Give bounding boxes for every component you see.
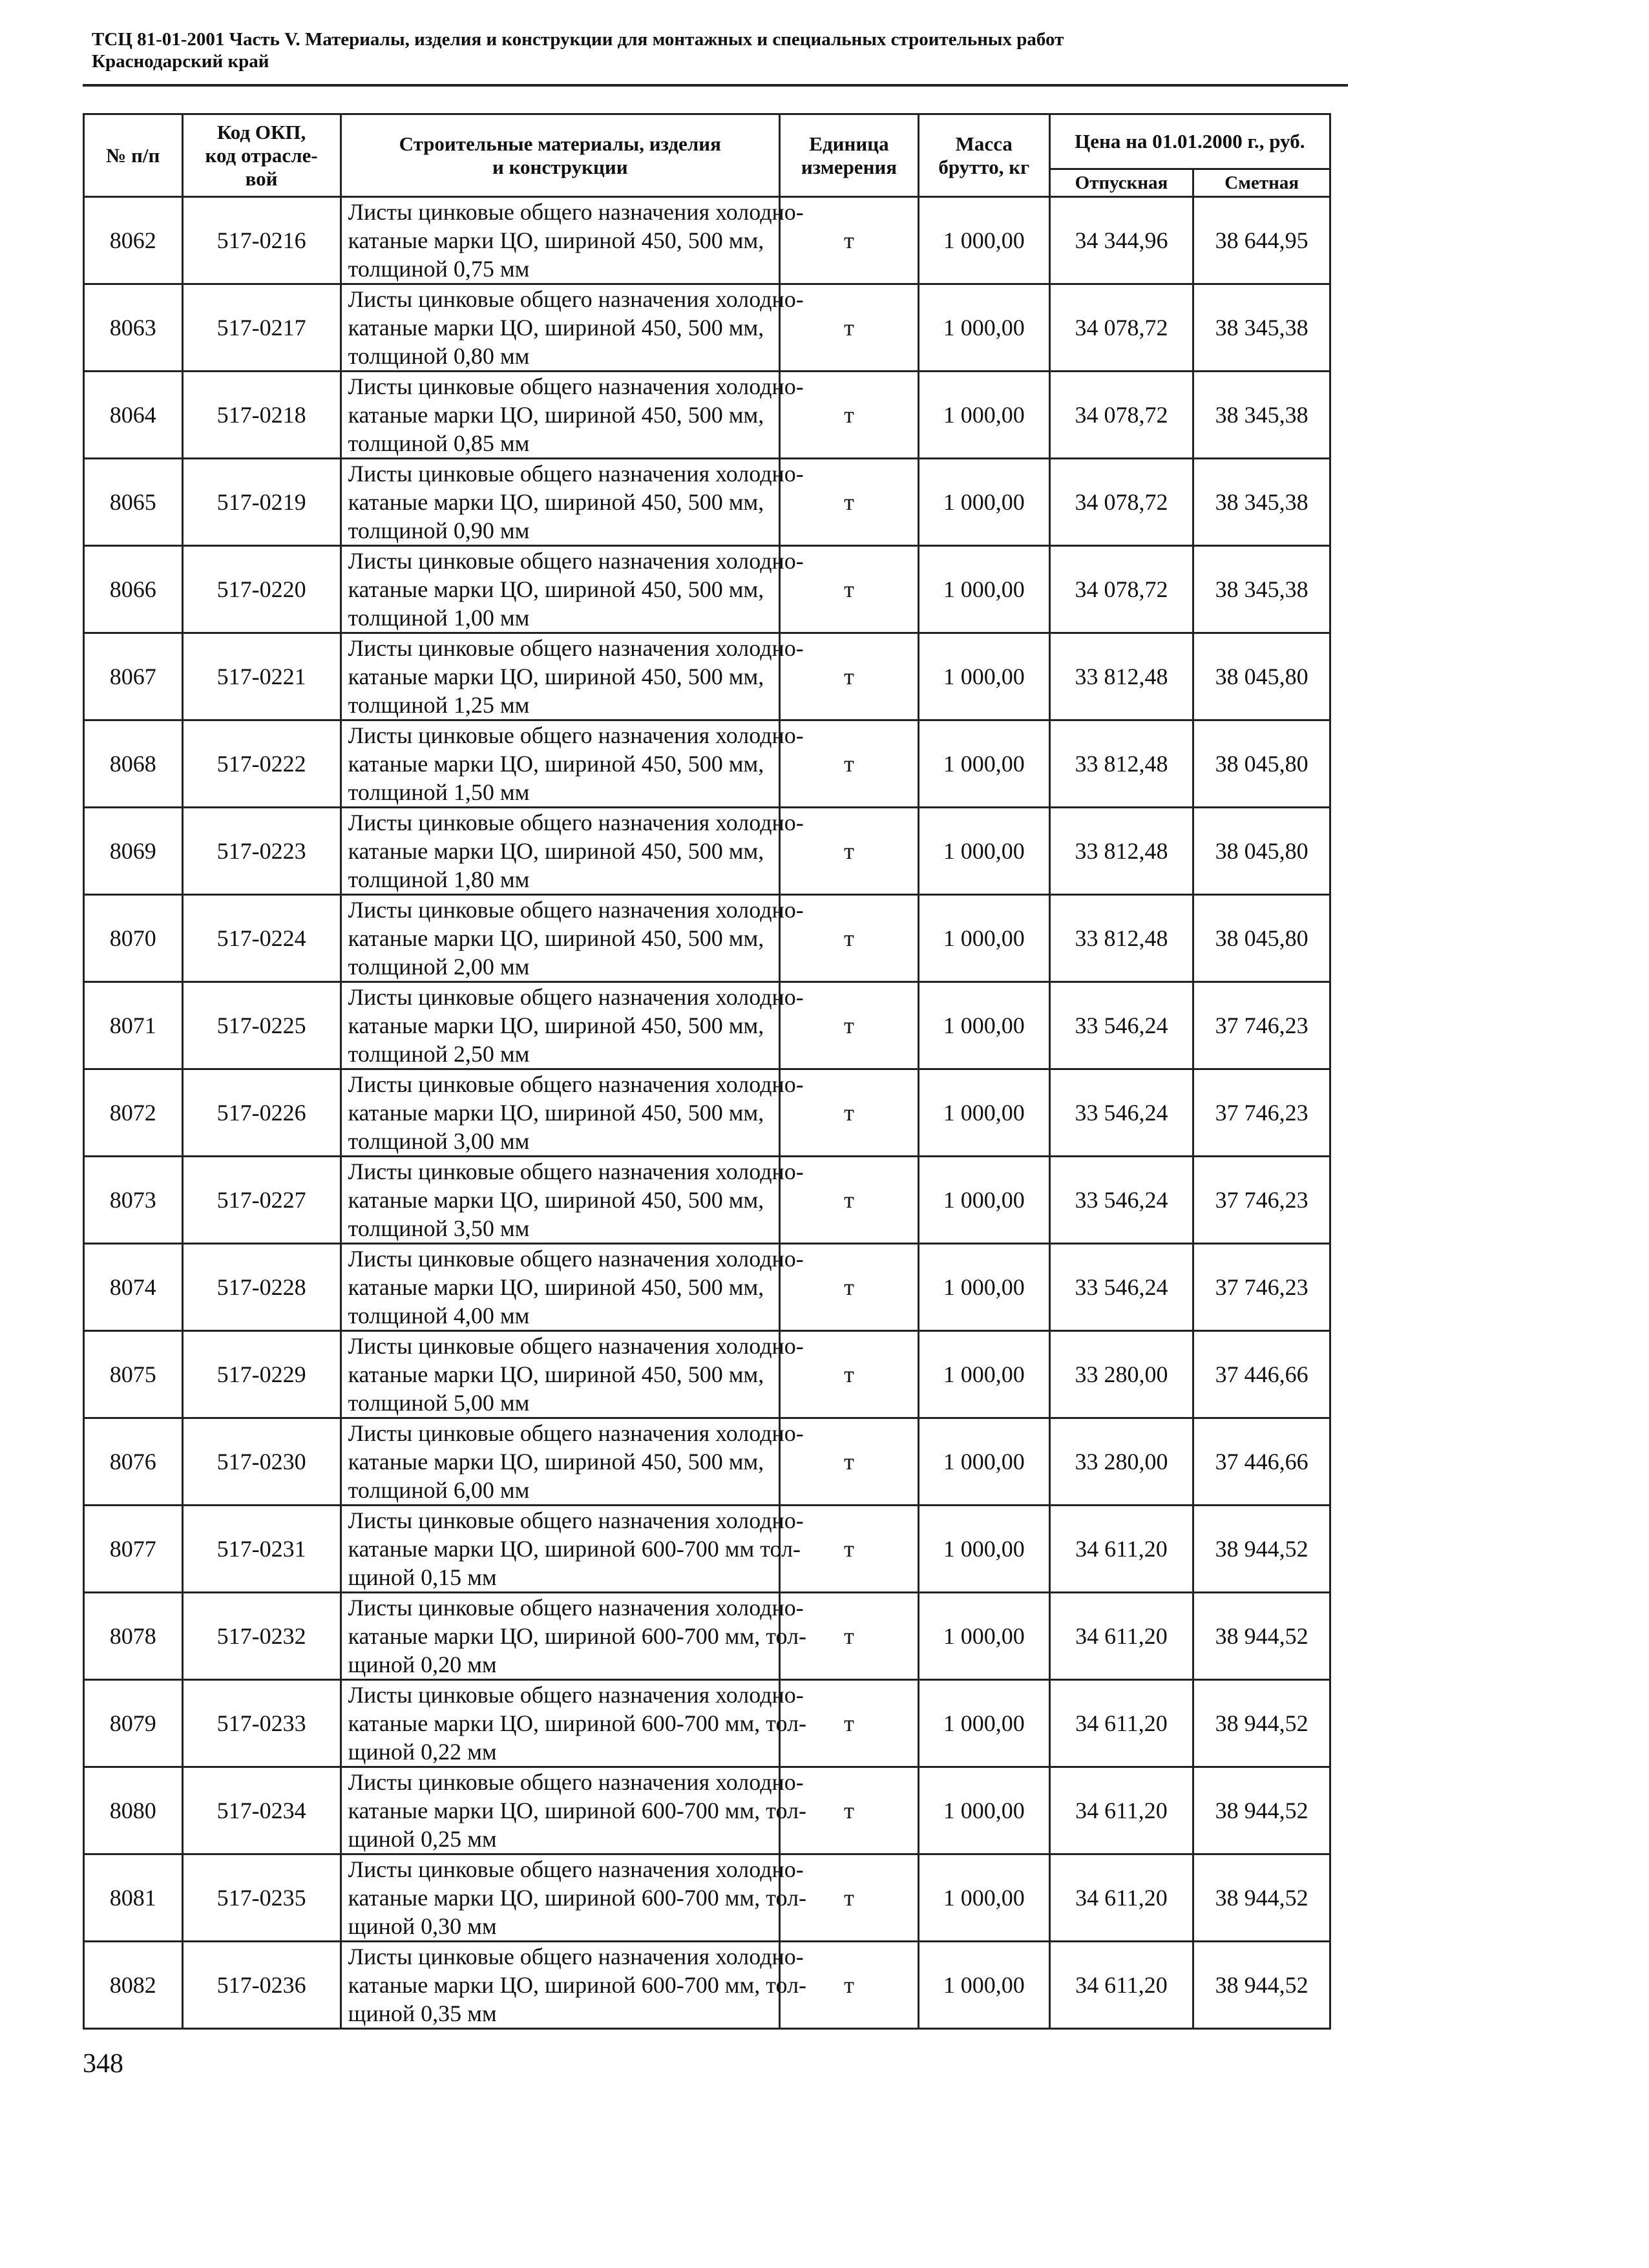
row-description <box>341 1942 807 2029</box>
table-row <box>84 1069 1330 1157</box>
row-description-line: Листы цинковые общего назначения холодно- <box>348 286 804 312</box>
row-number: 8066 <box>84 546 183 633</box>
row-mass: 1 000,00 <box>918 633 1049 720</box>
col-header-name: Строительные материалы, изделия и конструкции <box>341 114 779 197</box>
row-description-line: толщиной 2,50 мм <box>348 1041 530 1067</box>
row-description <box>341 1767 807 1854</box>
row-code: 517-0219 <box>182 459 341 546</box>
row-description-line: толщиной 5,00 мм <box>348 1390 530 1416</box>
row-number: 8073 <box>84 1157 183 1244</box>
row-price-release: 33 280,00 <box>1049 1418 1193 1506</box>
row-description-line: толщиной 1,80 мм <box>348 866 530 892</box>
row-description <box>341 546 804 633</box>
row-number: 8074 <box>84 1244 183 1331</box>
row-description-line: Листы цинковые общего назначения холодно- <box>348 1159 804 1184</box>
row-code: 517-0221 <box>182 633 341 720</box>
row-price-estimate: 37 446,66 <box>1193 1331 1330 1418</box>
row-number: 8081 <box>84 1854 183 1942</box>
row-price-release: 33 812,48 <box>1049 720 1193 808</box>
col-header-unit: Единица измерения <box>779 114 918 197</box>
row-description-line: катаные марки ЦО, шириной 450, 500 мм, <box>348 1361 764 1387</box>
row-price-estimate: 38 045,80 <box>1193 808 1330 895</box>
row-description-line: Листы цинковые общего назначения холодно- <box>348 1856 804 1882</box>
row-price-estimate: 38 944,52 <box>1193 1506 1330 1593</box>
row-unit: т <box>779 284 918 372</box>
row-description-line: катаные марки ЦО, шириной 450, 500 мм, <box>348 664 764 689</box>
table-row <box>84 1854 1330 1942</box>
row-price-release: 33 546,24 <box>1049 1157 1193 1244</box>
row-description <box>341 1418 804 1506</box>
row-description-line: толщиной 1,00 мм <box>348 605 530 631</box>
row-code: 517-0232 <box>182 1593 341 1680</box>
row-description-line: Листы цинковые общего назначения холодно- <box>348 1071 804 1097</box>
row-number: 8080 <box>84 1767 183 1854</box>
row-price-estimate: 38 045,80 <box>1193 633 1330 720</box>
row-mass: 1 000,00 <box>918 895 1049 982</box>
row-mass: 1 000,00 <box>918 808 1049 895</box>
row-description-line: Листы цинковые общего назначения холодно- <box>348 1595 804 1621</box>
row-code: 517-0230 <box>182 1418 341 1506</box>
table-row <box>84 982 1330 1069</box>
table-row <box>84 546 1330 633</box>
row-number: 8070 <box>84 895 183 982</box>
row-description-line: толщиной 1,25 мм <box>348 692 530 718</box>
row-description-line: катаные марки ЦО, шириной 450, 500 мм, <box>348 1100 764 1126</box>
row-price-estimate: 38 345,38 <box>1193 284 1330 372</box>
row-number: 8078 <box>84 1593 183 1680</box>
row-mass: 1 000,00 <box>918 1506 1049 1593</box>
row-description-line: толщиной 6,00 мм <box>348 1477 530 1503</box>
row-code: 517-0224 <box>182 895 341 982</box>
row-number: 8067 <box>84 633 183 720</box>
table-row <box>84 808 1330 895</box>
row-mass: 1 000,00 <box>918 1854 1049 1942</box>
table-row <box>84 1942 1330 2029</box>
row-description-line: толщиной 0,80 мм <box>348 343 530 369</box>
row-unit: т <box>779 633 918 720</box>
row-description <box>341 1157 804 1244</box>
row-unit: т <box>779 459 918 546</box>
row-description-line: Листы цинковые общего назначения холодно- <box>348 984 804 1010</box>
row-price-release: 34 611,20 <box>1049 1506 1193 1593</box>
row-number: 8077 <box>84 1506 183 1593</box>
col-header-price-estimate: Сметная <box>1193 169 1330 197</box>
running-header <box>92 28 1345 72</box>
row-code: 517-0233 <box>182 1680 341 1767</box>
row-description-line: катаные марки ЦО, шириной 450, 500 мм, <box>348 489 764 515</box>
row-mass: 1 000,00 <box>918 1157 1049 1244</box>
row-description <box>341 1680 807 1767</box>
row-mass: 1 000,00 <box>918 1244 1049 1331</box>
table-row <box>84 1244 1330 1331</box>
row-code: 517-0218 <box>182 372 341 459</box>
row-description <box>341 633 804 720</box>
col-header-price-group: Цена на 01.01.2000 г., руб. <box>1049 114 1330 169</box>
row-price-estimate: 37 746,23 <box>1193 982 1330 1069</box>
row-price-estimate: 38 944,52 <box>1193 1942 1330 2029</box>
row-description-line: катаные марки ЦО, шириной 450, 500 мм, <box>348 1013 764 1038</box>
row-description <box>341 372 804 459</box>
row-description-line: щиной 0,15 мм <box>348 1564 497 1590</box>
row-mass: 1 000,00 <box>918 197 1049 284</box>
row-mass: 1 000,00 <box>918 546 1049 633</box>
row-code: 517-0216 <box>182 197 341 284</box>
row-description-line: катаные марки ЦО, шириной 450, 500 мм, <box>348 1274 764 1300</box>
row-description-line: катаные марки ЦО, шириной 600-700 мм тол- <box>348 1536 801 1562</box>
row-price-release: 33 812,48 <box>1049 808 1193 895</box>
row-description <box>341 982 804 1069</box>
row-unit: т <box>779 1767 918 1854</box>
row-code: 517-0220 <box>182 546 341 633</box>
row-number: 8075 <box>84 1331 183 1418</box>
row-description <box>341 1244 804 1331</box>
row-description <box>341 1506 804 1593</box>
row-price-release: 34 078,72 <box>1049 546 1193 633</box>
row-price-estimate: 37 746,23 <box>1193 1157 1330 1244</box>
row-code: 517-0229 <box>182 1331 341 1418</box>
row-mass: 1 000,00 <box>918 982 1049 1069</box>
row-description <box>341 1069 804 1157</box>
row-price-estimate: 38 944,52 <box>1193 1680 1330 1767</box>
row-mass: 1 000,00 <box>918 1593 1049 1680</box>
row-unit: т <box>779 197 918 284</box>
materials-price-table <box>83 113 1331 2030</box>
row-code: 517-0226 <box>182 1069 341 1157</box>
row-unit: т <box>779 1331 918 1418</box>
row-number: 8072 <box>84 1069 183 1157</box>
row-description-line: Листы цинковые общего назначения холодно- <box>348 373 804 399</box>
row-price-estimate: 38 944,52 <box>1193 1767 1330 1854</box>
row-price-release: 33 280,00 <box>1049 1331 1193 1418</box>
row-description-line: щиной 0,25 мм <box>348 1826 497 1852</box>
row-description-line: Листы цинковые общего назначения холодно- <box>348 1769 804 1795</box>
row-price-release: 34 611,20 <box>1049 1680 1193 1767</box>
row-description-line: катаные марки ЦО, шириной 600-700 мм, тол- <box>348 1798 807 1823</box>
row-description-line: Листы цинковые общего назначения холодно- <box>348 1420 804 1446</box>
row-description-line: катаные марки ЦО, шириной 450, 500 мм, <box>348 1449 764 1475</box>
row-description-line: катаные марки ЦО, шириной 450, 500 мм, <box>348 1187 764 1213</box>
row-description-line: Листы цинковые общего назначения холодно- <box>348 461 804 487</box>
row-price-estimate: 38 944,52 <box>1193 1593 1330 1680</box>
row-mass: 1 000,00 <box>918 1069 1049 1157</box>
row-unit: т <box>779 1854 918 1942</box>
row-number: 8068 <box>84 720 183 808</box>
row-code: 517-0234 <box>182 1767 341 1854</box>
row-description-line: толщиной 2,00 мм <box>348 954 530 980</box>
row-description <box>341 197 804 284</box>
row-price-estimate: 37 746,23 <box>1193 1244 1330 1331</box>
row-number: 8065 <box>84 459 183 546</box>
row-description-line: Листы цинковые общего назначения холодно- <box>348 722 804 748</box>
row-description-line: катаные марки ЦО, шириной 450, 500 мм, <box>348 227 764 253</box>
row-price-estimate: 38 045,80 <box>1193 895 1330 982</box>
row-price-release: 34 078,72 <box>1049 372 1193 459</box>
row-price-release: 33 546,24 <box>1049 982 1193 1069</box>
row-unit: т <box>779 808 918 895</box>
header-rule <box>83 84 1348 87</box>
row-code: 517-0228 <box>182 1244 341 1331</box>
header-title: ТСЦ 81-01-2001 Часть V. Материалы, изделия и конструкции для монтажных и специальных строительных работ <box>92 29 1064 50</box>
row-price-estimate: 38 944,52 <box>1193 1854 1330 1942</box>
row-description-line: щиной 0,20 мм <box>348 1652 497 1677</box>
row-code: 517-0222 <box>182 720 341 808</box>
row-code: 517-0225 <box>182 982 341 1069</box>
row-description-line: катаные марки ЦО, шириной 600-700 мм, тол- <box>348 1710 807 1736</box>
row-description-line: катаные марки ЦО, шириной 600-700 мм, тол- <box>348 1972 807 1998</box>
row-unit: т <box>779 895 918 982</box>
row-description <box>341 459 804 546</box>
row-description-line: катаные марки ЦО, шириной 450, 500 мм, <box>348 751 764 777</box>
row-code: 517-0217 <box>182 284 341 372</box>
row-price-estimate: 38 345,38 <box>1193 546 1330 633</box>
table-row <box>84 1331 1330 1418</box>
row-number: 8062 <box>84 197 183 284</box>
row-mass: 1 000,00 <box>918 1680 1049 1767</box>
row-number: 8063 <box>84 284 183 372</box>
row-number: 8071 <box>84 982 183 1069</box>
row-price-release: 33 812,48 <box>1049 633 1193 720</box>
row-price-estimate: 37 746,23 <box>1193 1069 1330 1157</box>
row-description <box>341 895 804 982</box>
table-row <box>84 1593 1330 1680</box>
row-code: 517-0223 <box>182 808 341 895</box>
row-mass: 1 000,00 <box>918 372 1049 459</box>
row-description-line: толщиной 0,75 мм <box>348 256 530 282</box>
row-price-release: 33 812,48 <box>1049 895 1193 982</box>
row-code: 517-0227 <box>182 1157 341 1244</box>
row-mass: 1 000,00 <box>918 720 1049 808</box>
row-description-line: катаные марки ЦО, шириной 450, 500 мм, <box>348 315 764 341</box>
row-description-line: катаные марки ЦО, шириной 450, 500 мм, <box>348 576 764 602</box>
row-number: 8082 <box>84 1942 183 2029</box>
row-price-release: 34 078,72 <box>1049 284 1193 372</box>
row-description-line: Листы цинковые общего назначения холодно- <box>348 199 804 225</box>
row-description-line: Листы цинковые общего назначения холодно- <box>348 1944 804 1969</box>
row-mass: 1 000,00 <box>918 284 1049 372</box>
table-row <box>84 197 1330 284</box>
row-unit: т <box>779 720 918 808</box>
row-description-line: Листы цинковые общего назначения холодно- <box>348 897 804 923</box>
table-row <box>84 1767 1330 1854</box>
row-description-line: Листы цинковые общего назначения холодно- <box>348 810 804 835</box>
row-mass: 1 000,00 <box>918 459 1049 546</box>
row-price-release: 34 078,72 <box>1049 459 1193 546</box>
row-description-line: катаные марки ЦО, шириной 450, 500 мм, <box>348 402 764 428</box>
table-row <box>84 720 1330 808</box>
row-description <box>341 284 804 372</box>
row-price-estimate: 37 446,66 <box>1193 1418 1330 1506</box>
table-row <box>84 1418 1330 1506</box>
row-description-line: Листы цинковые общего назначения холодно- <box>348 635 804 661</box>
row-price-estimate: 38 045,80 <box>1193 720 1330 808</box>
row-description <box>341 808 804 895</box>
row-description-line: Листы цинковые общего назначения холодно- <box>348 1333 804 1359</box>
row-price-release: 34 611,20 <box>1049 1593 1193 1680</box>
col-header-mass: Масса брутто, кг <box>918 114 1049 197</box>
row-price-release: 34 611,20 <box>1049 1942 1193 2029</box>
row-number: 8064 <box>84 372 183 459</box>
row-mass: 1 000,00 <box>918 1942 1049 2029</box>
row-unit: т <box>779 546 918 633</box>
row-code: 517-0231 <box>182 1506 341 1593</box>
row-price-release: 34 611,20 <box>1049 1854 1193 1942</box>
row-description <box>341 1331 804 1418</box>
row-unit: т <box>779 1942 918 2029</box>
row-number: 8069 <box>84 808 183 895</box>
row-price-release: 33 546,24 <box>1049 1069 1193 1157</box>
row-mass: 1 000,00 <box>918 1418 1049 1506</box>
row-description <box>341 720 804 808</box>
row-unit: т <box>779 372 918 459</box>
col-header-code: Код ОКП, код отрасле- вой <box>182 114 341 197</box>
col-header-price-release: Отпускная <box>1049 169 1193 197</box>
table-row <box>84 633 1330 720</box>
row-description-line: щиной 0,22 мм <box>348 1739 497 1765</box>
row-description-line: Листы цинковые общего назначения холодно- <box>348 548 804 574</box>
row-description <box>341 1593 807 1680</box>
row-description-line: щиной 0,30 мм <box>348 1913 497 1939</box>
row-description-line: толщиной 3,00 мм <box>348 1128 530 1154</box>
row-description <box>341 1854 807 1942</box>
col-header-num: № п/п <box>84 114 183 197</box>
page-number: 348 <box>83 2049 123 2079</box>
row-unit: т <box>779 1244 918 1331</box>
row-description-line: толщиной 1,50 мм <box>348 779 530 805</box>
table-row <box>84 372 1330 459</box>
row-description-line: катаные марки ЦО, шириной 450, 500 мм, <box>348 838 764 864</box>
row-unit: т <box>779 982 918 1069</box>
row-description-line: толщиной 3,50 мм <box>348 1215 530 1241</box>
row-unit: т <box>779 1506 918 1593</box>
row-code: 517-0235 <box>182 1854 341 1942</box>
row-description-line: толщиной 0,85 мм <box>348 430 530 456</box>
row-description-line: катаные марки ЦО, шириной 450, 500 мм, <box>348 925 764 951</box>
table-row <box>84 459 1330 546</box>
table-row <box>84 895 1330 982</box>
row-price-release: 34 344,96 <box>1049 197 1193 284</box>
row-price-estimate: 38 644,95 <box>1193 197 1330 284</box>
table-row <box>84 1506 1330 1593</box>
row-description-line: щиной 0,35 мм <box>348 2000 497 2026</box>
row-unit: т <box>779 1593 918 1680</box>
row-mass: 1 000,00 <box>918 1767 1049 1854</box>
row-unit: т <box>779 1157 918 1244</box>
header-region: Краснодарский край <box>92 51 269 72</box>
row-number: 8079 <box>84 1680 183 1767</box>
row-description-line: толщиной 0,90 мм <box>348 518 530 543</box>
table-row <box>84 1680 1330 1767</box>
row-unit: т <box>779 1680 918 1767</box>
row-description-line: Листы цинковые общего назначения холодно- <box>348 1246 804 1272</box>
row-description-line: Листы цинковые общего назначения холодно- <box>348 1682 804 1708</box>
row-description-line: Листы цинковые общего назначения холодно- <box>348 1507 804 1533</box>
table-row <box>84 284 1330 372</box>
row-number: 8076 <box>84 1418 183 1506</box>
row-description-line: толщиной 4,00 мм <box>348 1303 530 1328</box>
table-row <box>84 1157 1330 1244</box>
row-price-estimate: 38 345,38 <box>1193 372 1330 459</box>
row-description-line: катаные марки ЦО, шириной 600-700 мм, тол- <box>348 1623 807 1649</box>
row-unit: т <box>779 1069 918 1157</box>
row-unit: т <box>779 1418 918 1506</box>
row-description-line: катаные марки ЦО, шириной 600-700 мм, тол- <box>348 1885 807 1911</box>
row-price-release: 33 546,24 <box>1049 1244 1193 1331</box>
row-code: 517-0236 <box>182 1942 341 2029</box>
row-price-estimate: 38 345,38 <box>1193 459 1330 546</box>
row-price-release: 34 611,20 <box>1049 1767 1193 1854</box>
row-mass: 1 000,00 <box>918 1331 1049 1418</box>
